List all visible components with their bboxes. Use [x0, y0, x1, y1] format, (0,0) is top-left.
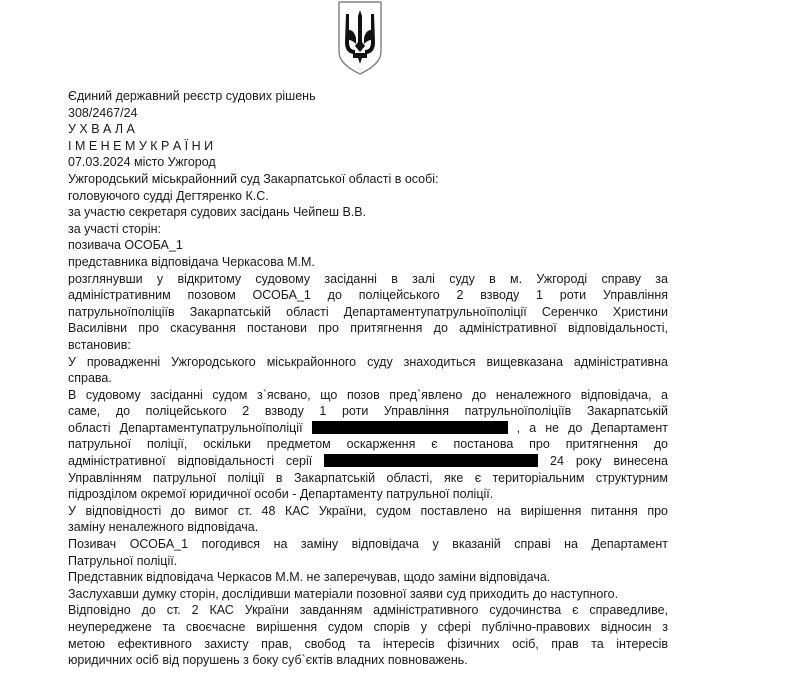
court-secretary: за участю секретаря судових засідань Чейпеш В.В. [68, 205, 367, 220]
paragraph-line: Управлінням патрульної поліції в Закарпатській області, яке є територіальним структурним [68, 470, 668, 485]
paragraph-article-2 [68, 602, 668, 668]
paragraph-line: У провадженні Ужгородського міськрайонного суду знаходиться вищевказана адміністративна [68, 354, 668, 369]
redaction-block [324, 454, 538, 467]
text-segment: адміністративної відповідальності серії [68, 454, 313, 469]
paragraph-hearing: Заслухавши думку сторін, дослідивши матеріали позовної заяви суд приходить до наступного. [68, 586, 619, 601]
in-name-of-ukraine: І М Е Н Е М У К Р А Ї Н И [68, 138, 214, 153]
paragraph-line: адміністративним позовом ОСОБА_1 до поліцейського 2 взводу 1 роти Управління [68, 288, 668, 303]
paragraph-line-redacted [68, 420, 668, 437]
paragraph-proceedings [68, 354, 668, 387]
paragraph-line: Патрульної поліції. [68, 553, 178, 568]
paragraph-representative: Представник відповідача Черкасов М.М. не заперечував, щодо заміни відповідача. [68, 570, 551, 585]
court-name: Ужгородський міськрайонний суд Закарпатської області в особі: [68, 171, 439, 186]
coat-of-arms-icon [336, 0, 384, 76]
paragraph-line: патрульноїполіціїв Закарпатській області Департаментупатрульноїполіції Серенчко Христини [68, 304, 668, 319]
presiding-judge: головуючого судді Дегтяренко К.С. [68, 188, 269, 203]
document-type: У Х В А Л А [68, 122, 135, 137]
paragraph-considering [68, 271, 668, 337]
paragraph-plaintiff-agreed [68, 536, 668, 569]
paragraph-line: Василівни про скасування постанови про притягнення до адміністративної відповідальності, [68, 321, 668, 336]
parties-intro: за участі сторін: [68, 221, 161, 236]
paragraph-line: Відповідно до ст. 2 КАС України завданням адміністративного судочинства є справедливе, [68, 603, 668, 618]
paragraph-line: саме, до поліцейського 2 взводу 1 роти Управління патрульноїполіціїв Закарпатській [68, 404, 668, 419]
redaction-block [312, 421, 508, 434]
case-number: 308/2467/24 [68, 105, 138, 120]
paragraph-line-redacted [68, 453, 668, 470]
paragraph-line: юридичних осіб від порушень з боку суб`єктів владних повноважень. [68, 653, 468, 668]
text-segment: області Департаментупатрульноїполіції [68, 420, 303, 435]
plaintiff: позивача ОСОБА_1 [68, 238, 183, 253]
paragraph-line: метою ефективного захисту прав, свобод та інтересів фізичних осіб, прав та інтересів [68, 636, 668, 651]
text-segment: , а не до Департамент [516, 420, 668, 435]
paragraph-line: справа. [68, 371, 112, 386]
paragraph-line: заміну неналежного відповідача. [68, 520, 259, 535]
date-place: 07.03.2024 місто Ужгород [68, 155, 216, 170]
paragraph-line: Позивач ОСОБА_1 погодився на заміну відповідача у вказаній справі на Департамент [68, 537, 668, 552]
registry-title: Єдиний державний реєстр судових рішень [68, 89, 316, 103]
paragraph-line: розглянувши у відкритому судовому засіданні в залі суду в м. Ужгороді справу за [68, 271, 668, 286]
paragraph-line: В судовому засіданні судом з`ясвано, що позов пред`явлено до неналежного відповідача, а [68, 387, 668, 402]
paragraph-line: У відповідності до вимог ст. 48 КАС України, судом поставлено на вирішення питання про [68, 503, 668, 518]
paragraph-line: підрозділом окремої юридичної особи - Департаменту патрульної поліції. [68, 487, 494, 502]
text-segment: 24 року винесена [550, 454, 668, 469]
established-heading: встановив: [68, 337, 131, 352]
paragraph-line: неупереджене та своєчасне вирішення судом спорів у сфері публічно-правових відносин з [68, 620, 668, 634]
paragraph-improper-defendant [68, 387, 668, 503]
paragraph-article-48 [68, 503, 668, 536]
defendant-representative: представника відповідача Черкасова М.М. [68, 254, 315, 269]
paragraph-line: патрульної поліції, оскільки предметом оскарження є постанова про притягнення до [68, 437, 668, 452]
court-ruling-document [68, 88, 668, 669]
